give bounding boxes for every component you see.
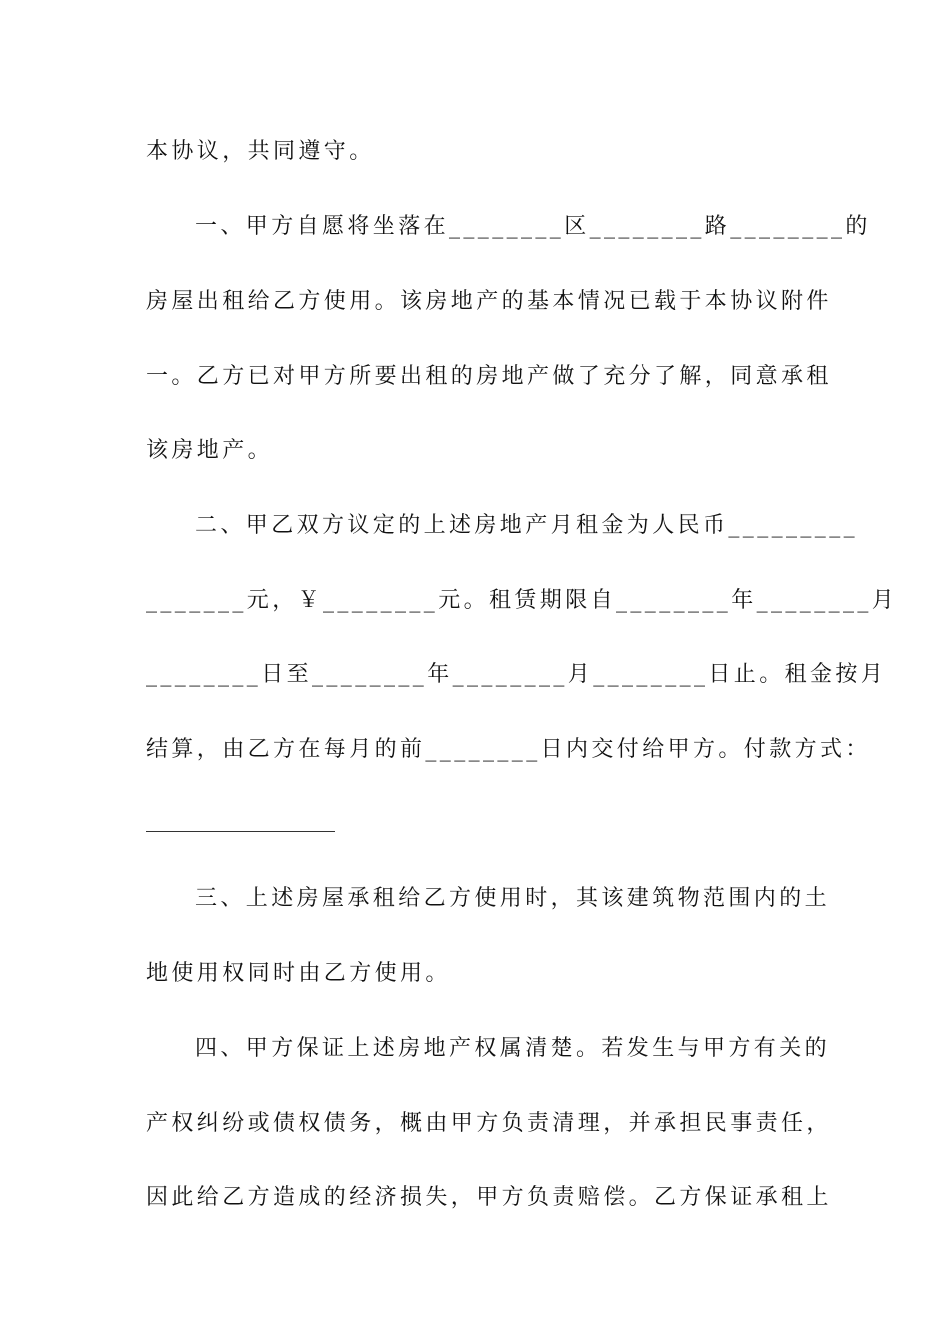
text-line: 一、甲方自愿将坐落在________区________路________的 (195, 214, 871, 239)
text-line: _______元，￥________元。租赁期限自________年________月 (146, 588, 898, 613)
text-line: 因此给乙方造成的经济损失，甲方负责赔偿。乙方保证承租上 (146, 1185, 832, 1210)
text-line: 四、甲方保证上述房地产权属清楚。若发生与甲方有关的 (195, 1036, 831, 1061)
blank-fill-line (146, 831, 335, 832)
text-line: 本协议，共同遵守。 (146, 139, 375, 164)
text-line: ________日至________年________月________日止。租金按月 (146, 662, 887, 687)
text-line: 一。乙方已对甲方所要出租的房地产做了充分了解，同意承租 (146, 364, 832, 389)
text-line: 结算，由乙方在每月的前________日内交付给甲方。付款方式： (146, 737, 871, 762)
text-line: 产权纠纷或债权债务，概由甲方负责清理，并承担民事责任， (146, 1111, 832, 1136)
text-line: 房屋出租给乙方使用。该房地产的基本情况已载于本协议附件 (146, 289, 832, 314)
text-line: 三、上述房屋承租给乙方使用时，其该建筑物范围内的土 (195, 886, 831, 911)
text-line: 该房地产。 (146, 438, 274, 463)
text-line: 二、甲乙双方议定的上述房地产月租金为人民币_________ (195, 513, 859, 538)
text-line: 地使用权同时由乙方使用。 (146, 961, 451, 986)
